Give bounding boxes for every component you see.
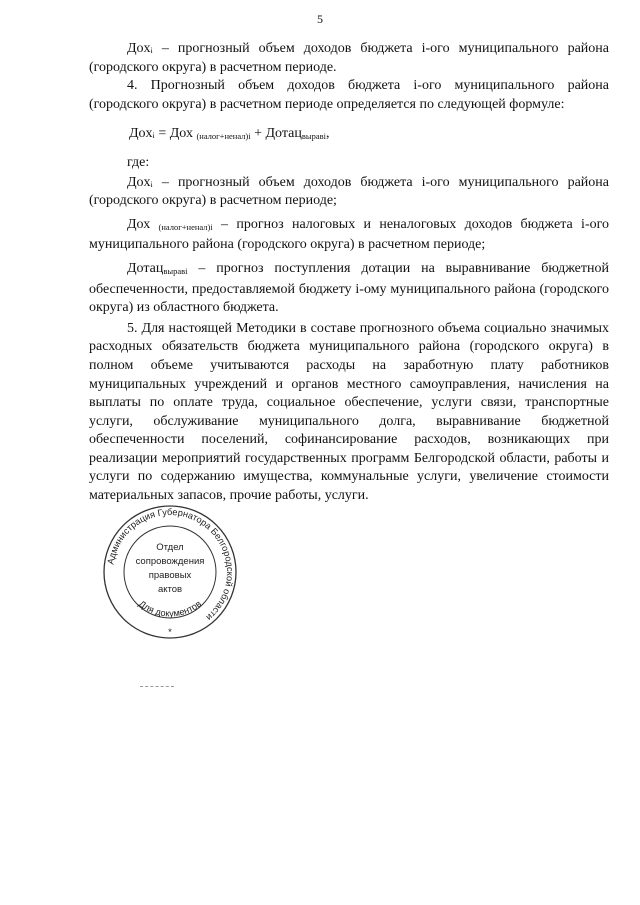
definition-term: Доxᵢ xyxy=(127,174,153,190)
where-label: где: xyxy=(127,154,150,170)
stamp-center-line-3: правовых xyxy=(148,570,192,581)
paragraph-4: 4. Прогнозный объем доходов бюджета i-ого муниципального района (городского округа) в расчетном периоде определяется по следующей формуле: xyxy=(89,78,609,112)
official-stamp xyxy=(100,502,240,642)
formula-end: , xyxy=(326,126,330,142)
definition-term: Дох xyxy=(127,216,159,232)
stamp-center-line-1: Отдел xyxy=(156,542,184,553)
document-body xyxy=(89,40,609,506)
formula-sub1: (налог+ненал)i xyxy=(196,131,251,142)
definition-dox xyxy=(89,174,609,211)
stamp-ring-textpath: Администрация Губернатора Белгородской области xyxy=(105,506,236,623)
definition-sub: (налог+ненал)i xyxy=(158,221,213,232)
definition-text: – прогноз поступления дотации на выравнивание бюджетной обеспеченности, предоставляемой бюджету i-ому муниципального района (городского округа) из областного бюджета. xyxy=(89,260,609,316)
formula xyxy=(89,125,609,146)
definition-dox-tax xyxy=(89,216,609,255)
definition-text: – прогнозный объем доходов бюджета i-ого муниципального района (городского округа) в расчетном периоде; xyxy=(89,174,609,209)
stamp-bottom-textpath: Для документов xyxy=(136,598,204,619)
definition-text: – прогноз налоговых и неналоговых доходов бюджета i-ого муниципального района (городского округа) в расчетном периоде; xyxy=(89,216,610,253)
formula-plus: + Дотац xyxy=(250,126,302,142)
paragraph-5: 5. Для настоящей Методики в составе прогнозного объема социально значимых расходных обязательств бюджета муниципального района (городского округа) в полном объеме учитываются расходы на заработную плату работников муниципальных учреждений и органов местного самоуправления, начисления на выплаты по оплате труда, социальное обеспечение, услуги связи, транспортные услуги, обслуживание муниципального долга, выравнивание бюджетной обеспеченности поселений, софинансирование расходов, возникающих при реализации мероприятий государственных программ Белгородской области, работы и услуги по содержанию имущества, коммунальные услуги, увеличение стоимости материальных запасов, прочие работы, услуги. xyxy=(89,320,609,504)
stamp-center-line-4: актов xyxy=(157,584,183,595)
formula-eq: = Дох xyxy=(154,126,197,142)
formula-sub2: выравi xyxy=(301,131,326,142)
definition-sub: выравi xyxy=(163,265,188,276)
formula-lhs: Доxᵢ xyxy=(129,126,155,142)
definition-term: Дотац xyxy=(127,260,164,276)
stamp-bottom-text xyxy=(137,599,203,619)
stamp-center-line-2: сопровождения xyxy=(135,556,205,567)
paragraph-dox-definition: Доxᵢ – прогнозный объем доходов бюджета i-ого муниципального района (городского округа) в расчетном периоде. xyxy=(89,41,609,75)
stamp-star: * xyxy=(168,627,172,638)
definition-dotac xyxy=(89,260,609,318)
page-number: 5 xyxy=(317,12,323,26)
scan-smudge xyxy=(140,686,174,688)
